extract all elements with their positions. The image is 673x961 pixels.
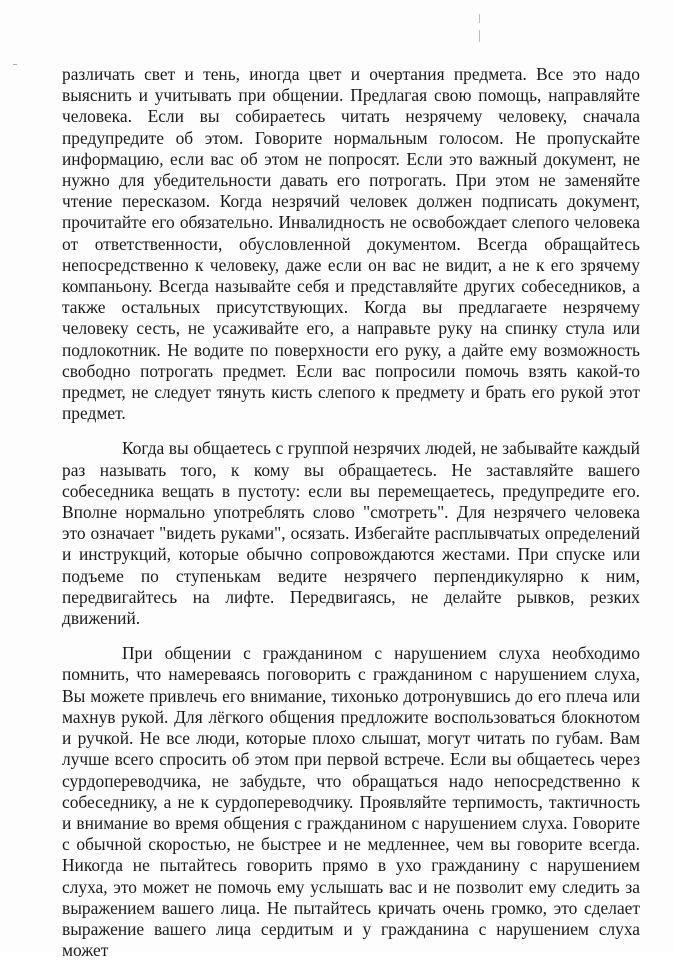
fold-mark: [479, 14, 480, 23]
paragraph-blind-guidance-continued: различать свет и тень, иногда цвет и очертания предмета. Все это надо выяснить и учитывать при общении. Предлагая свою помощь, направляйте человека. Если вы собираетесь читать незрячему человеку, сначала предупредите об этом. Говорите нормальным голосом. Не пропускайте информацию, если вас об этом не попросят. Если это важный документ, не нужно для убедительности давать его потрогать. При этом не заменяйте чтение пересказом. Когда незрячий человек должен подписать документ, прочитайте его обязательно. Инвалидность не освобождает слепого человека от ответственности, обусловленной документом. Всегда обращайтесь непосредственно к человеку, даже если он вас не видит, а не к его зрячему компаньону. Всегда называйте себя и представляйте других собеседников, а также остальных присутствующих. Когда вы предлагаете незрячему человеку сесть, не усаживайте его, а направьте руку на спинку стула или подлокотник. Не водите по поверхности его руку, а дайте ему возможность свободно потрогать предмет. Если вас попросили помочь взять какой-то предмет, не следует тянуть кисть слепого к предмету и брать его рукой этот предмет.: [62, 64, 640, 424]
body-text: [62, 64, 640, 961]
scan-speck: [13, 64, 17, 65]
paragraph-hearing-impaired-communication: При общении с гражданином с нарушением слуха необходимо помнить, что намереваясь поговорить с гражданином с нарушением слуха, Вы можете привлечь его внимание, тихонько дотронувшись до его плеча или махнув рукой. Для лёгкого общения предложите воспользоваться блокнотом и ручкой. Не все люди, которые плохо слышат, могут читать по губам. Вам лучше всего спросить об этом при первой встрече. Если вы общаетесь через сурдопереводчика, не забудьте, что обращаться надо непосредственно к собеседнику, а не к сурдопереводчику. Проявляйте терпимость, тактичность и внимание во время общения с гражданином с нарушением слуха. Говорите с обычной скоростью, не быстрее и не медленнее, чем вы говорите всегда. Никогда не пытайтесь говорить прямо в ухо гражданину с нарушением слуха, это может не помочь ему услышать вас и не позволит ему следить за выражением вашего лица. Не пытайтесь кричать очень громко, это сделает выражение вашего лица сердитым и у гражданина с нарушением слуха может: [62, 643, 640, 961]
paragraph-blind-group-communication: Когда вы общаетесь с группой незрячих людей, не забывайте каждый раз называть того, к кому вы обращаетесь. Не заставляйте вашего собеседника вещать в пустоту: если вы перемещаетесь, предупредите его. Вполне нормально употреблять слово "смотреть". Для незрячего человека это означает "видеть руками", осязать. Избегайте расплывчатых определений и инструкций, которые обычно сопровождаются жестами. При спуске или подъеме по ступенькам ведите незрячего перпендикулярно к ним, передвигайтесь на лифте. Передвигаясь, не делайте рывков, резких движений.: [62, 438, 640, 629]
fold-mark: [479, 30, 480, 42]
